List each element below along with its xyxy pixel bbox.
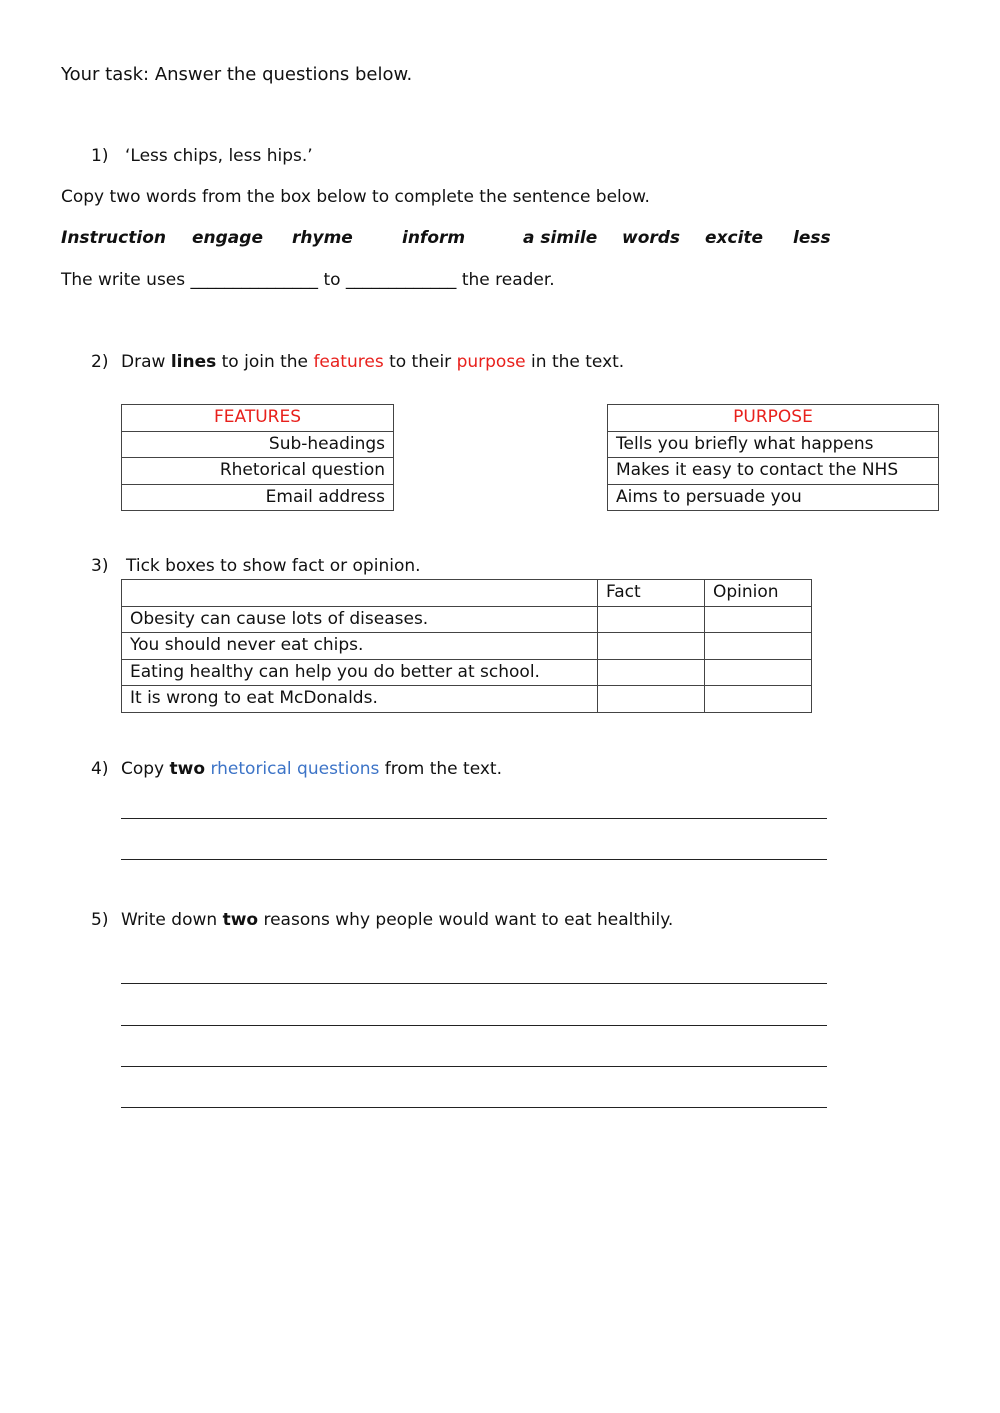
sentence-part2: to (323, 270, 341, 290)
task-title: Your task: Answer the questions below. (61, 64, 413, 85)
feature-item[interactable]: Email address (122, 484, 394, 511)
q4-line (91, 759, 502, 779)
q2-number: 2) (91, 352, 109, 372)
q4-rhetorical-questions: rhetorical questions (210, 759, 380, 779)
q5-text-bold: two (222, 910, 259, 930)
statement-cell: It is wrong to eat McDonalds. (122, 686, 598, 713)
fact-tick-box[interactable] (598, 633, 705, 660)
word-item: less (793, 228, 831, 248)
table-row (122, 686, 812, 713)
q2-text-bold: lines (170, 352, 217, 372)
q5-line (91, 910, 673, 930)
q2-purpose-word: purpose (456, 352, 526, 372)
q4-text: from the text. (384, 759, 502, 779)
blank-1[interactable]: _______________ (190, 270, 319, 290)
answer-line[interactable] (121, 818, 827, 819)
statement-cell: Eating healthy can help you do better at school. (122, 659, 598, 686)
q2-text: to join the (221, 352, 309, 372)
word-item: Instruction (61, 228, 166, 248)
word-item: words (622, 228, 681, 248)
q5-text: reasons why people would want to eat healthily. (263, 910, 674, 930)
feature-item[interactable]: Sub-headings (122, 431, 394, 458)
q4-number: 4) (91, 759, 109, 779)
q2-text: to their (389, 352, 452, 372)
word-item: rhyme (292, 228, 353, 248)
opinion-tick-box[interactable] (705, 686, 812, 713)
q2-text: in the text. (531, 352, 625, 372)
purpose-item[interactable]: Makes it easy to contact the NHS (608, 458, 939, 485)
word-item: a simile (523, 228, 598, 248)
purpose-table (607, 404, 939, 511)
fact-tick-box[interactable] (598, 686, 705, 713)
answer-line[interactable] (121, 1107, 827, 1108)
opinion-column-header: Opinion (705, 580, 812, 607)
table-row (122, 606, 812, 633)
purpose-item[interactable]: Tells you briefly what happens (608, 431, 939, 458)
q1-number: 1) (91, 146, 109, 166)
q2-features-word: features (313, 352, 384, 372)
features-header: FEATURES (122, 405, 394, 432)
statement-cell: Obesity can cause lots of diseases. (122, 606, 598, 633)
purpose-item[interactable]: Aims to persuade you (608, 484, 939, 511)
answer-line[interactable] (121, 1025, 827, 1026)
features-table (121, 404, 394, 511)
answer-line[interactable] (121, 859, 827, 860)
answer-line[interactable] (121, 1066, 827, 1067)
table-row (122, 659, 812, 686)
feature-item[interactable]: Rhetorical question (122, 458, 394, 485)
table-row (122, 633, 812, 660)
sentence-part1: The write uses (61, 270, 186, 290)
fact-tick-box[interactable] (598, 659, 705, 686)
opinion-tick-box[interactable] (705, 659, 812, 686)
q4-text: Copy (121, 759, 165, 779)
table-header-row (122, 580, 812, 607)
word-item: excite (705, 228, 764, 248)
statement-cell: You should never eat chips. (122, 633, 598, 660)
word-item: inform (402, 228, 466, 248)
q1-instruction: Copy two words from the box below to complete the sentence below. (61, 187, 650, 207)
blank-2[interactable]: _____________ (345, 270, 457, 290)
opinion-tick-box[interactable] (705, 606, 812, 633)
sentence-part3: the reader. (461, 270, 555, 290)
fact-tick-box[interactable] (598, 606, 705, 633)
header-blank-cell (122, 580, 598, 607)
q1-sentence (61, 270, 555, 290)
q1-quote: ‘Less chips, less hips.’ (125, 146, 313, 166)
purpose-header: PURPOSE (608, 405, 939, 432)
word-item: engage (192, 228, 263, 248)
opinion-tick-box[interactable] (705, 633, 812, 660)
q2-text: Draw (121, 352, 166, 372)
q3-text: Tick boxes to show fact or opinion. (126, 556, 421, 576)
q4-text-bold: two (169, 759, 206, 779)
answer-line[interactable] (121, 983, 827, 984)
q5-number: 5) (91, 910, 109, 930)
q2-line (91, 352, 624, 372)
q1-line (91, 146, 313, 166)
q5-text: Write down (121, 910, 218, 930)
q3-number: 3) (91, 556, 109, 576)
fact-column-header: Fact (598, 580, 705, 607)
fact-opinion-table (121, 579, 812, 713)
q3-line (91, 556, 421, 576)
